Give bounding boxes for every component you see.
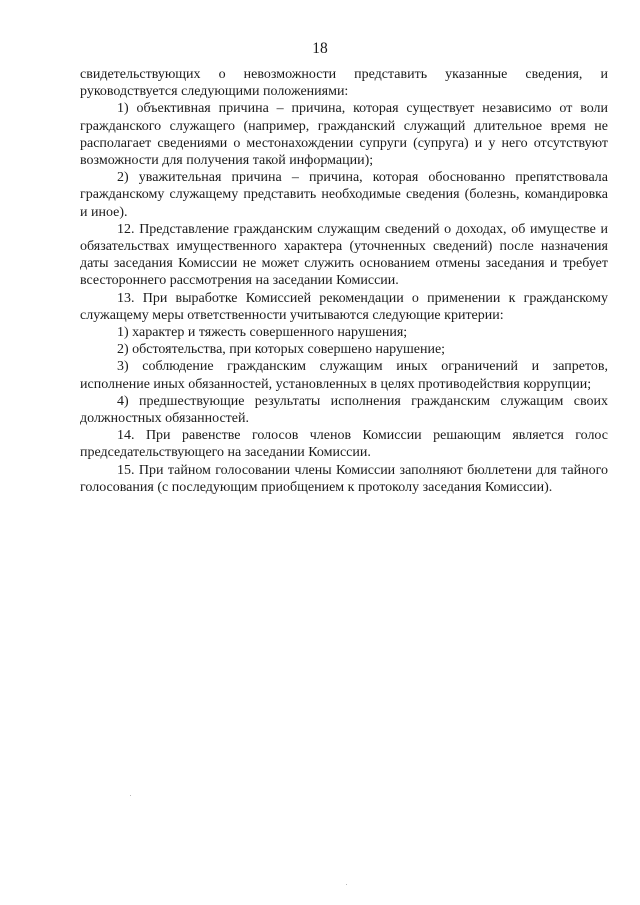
page-number: 18 xyxy=(312,40,328,57)
paragraph-clause-15: 15. При тайном голосовании члены Комиссии заполняют бюллетени для тайного голосования (с последующим приобщением к протоколу заседания Комиссии). xyxy=(80,462,608,495)
scan-speck xyxy=(130,795,131,796)
paragraph-clause-13: 13. При выработке Комиссией рекомендации о применении к гражданскому служащему меры ответственности учитываются следующие критерии: xyxy=(80,290,608,323)
paragraph-clause-12: 12. Представление гражданским служащим сведений о доходах, об имуществе и обязательствах имущественного характера (уточненных сведений) после назначения даты заседания Комиссии не может служить основанием отмены заседания и требует всестороннего рассмотрения на заседании Комиссии. xyxy=(80,221,608,289)
paragraph-continuation: свидетельствующих о невозможности представить указанные сведения, и руководствуется следующими положениями: xyxy=(80,67,608,100)
scan-speck xyxy=(346,884,347,885)
paragraph-item-objective-reason: 1) объективная причина – причина, которая существует независимо от воли гражданского служащего (например, гражданский служащий длительное время не располагает сведениями о местонахождении супруги (супруга) и у него отсутствуют возможности для получения такой информации); xyxy=(80,101,608,169)
paragraph-criterion-2: 2) обстоятельства, при которых совершено нарушение; xyxy=(117,342,446,358)
paragraph-clause-14: 14. При равенстве голосов членов Комиссии решающим является голос председательствующего на заседании Комиссии. xyxy=(80,428,608,461)
paragraph-item-valid-reason: 2) уважительная причина – причина, которая обоснованно препятствовала гражданскому служащему представить необходимые сведения (болезнь, командировка и иное). xyxy=(80,170,608,220)
paragraph-criterion-4: 4) предшествующие результаты исполнения гражданским служащим своих должностных обязанностей. xyxy=(80,393,608,427)
paragraph-criterion-1: 1) характер и тяжесть совершенного нарушения; xyxy=(117,325,408,341)
document-body xyxy=(80,66,608,496)
paragraph-criterion-3: 3) соблюдение гражданским служащим иных ограничений и запретов, исполнение иных обязанностей, установленных в целях противодействия коррупции; xyxy=(80,359,608,392)
